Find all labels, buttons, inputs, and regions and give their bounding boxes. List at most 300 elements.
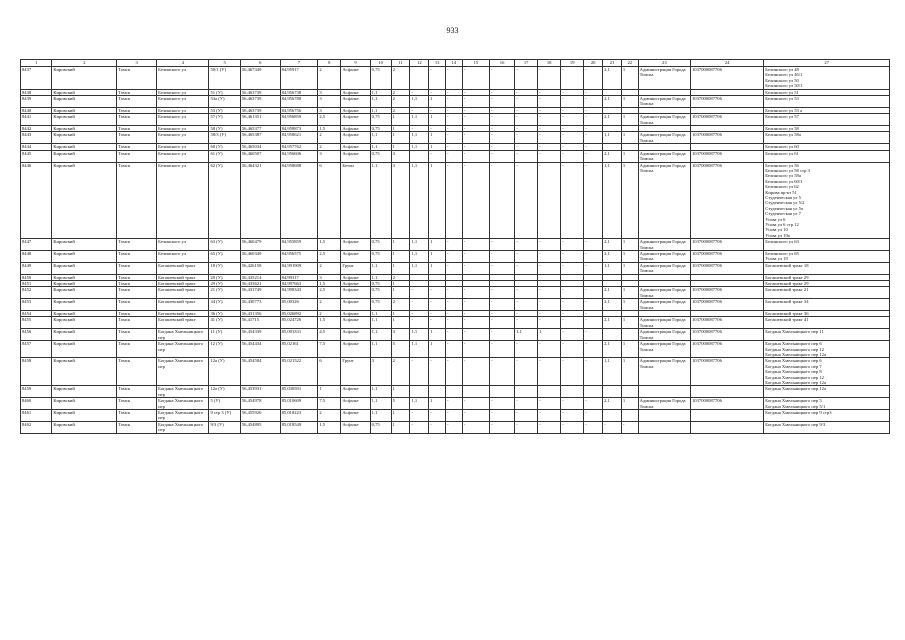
table-cell: 2 bbox=[318, 299, 341, 311]
table-cell: - bbox=[584, 107, 603, 113]
table-cell: 1,1 bbox=[603, 262, 622, 274]
table-cell: 1,5 bbox=[318, 281, 341, 287]
table-cell: Асфальт bbox=[341, 107, 370, 113]
table-cell: - bbox=[561, 144, 584, 150]
table-cell: - bbox=[446, 262, 463, 274]
table-cell: 8446 bbox=[21, 162, 52, 239]
table-cell: Асфальт bbox=[341, 311, 370, 317]
table-cell bbox=[691, 386, 764, 398]
table-cell: - bbox=[538, 398, 561, 410]
table-cell: 0,75 bbox=[370, 150, 391, 162]
table-cell: - bbox=[538, 317, 561, 329]
table-row bbox=[21, 421, 890, 433]
table-cell: Томск bbox=[117, 132, 157, 144]
table-cell: 84,956606 bbox=[280, 150, 318, 162]
table-cell: - bbox=[603, 421, 622, 433]
table-cell: - bbox=[515, 311, 538, 317]
table-cell: Томск bbox=[117, 114, 157, 126]
table-cell: 8440 bbox=[21, 107, 52, 113]
table-cell bbox=[561, 386, 584, 398]
table-cell: 41 (У) bbox=[209, 317, 240, 329]
table-cell: 56,454584 bbox=[240, 358, 280, 386]
table-cell: 1,5 bbox=[318, 126, 341, 132]
table-cell: - bbox=[462, 299, 489, 311]
table-cell: Администрация Города Томска bbox=[638, 67, 690, 90]
table-cell: 1 bbox=[621, 317, 638, 329]
table-cell: 1 bbox=[621, 341, 638, 358]
table-cell: Белинского ул 51 bbox=[764, 89, 890, 95]
table-cell: Кировский bbox=[52, 281, 117, 287]
table-cell: - bbox=[446, 150, 463, 162]
table-cell bbox=[638, 409, 690, 421]
table-cell: 1 bbox=[391, 144, 410, 150]
table-cell: - bbox=[429, 126, 446, 132]
table-cell: - bbox=[584, 287, 603, 299]
table-cell: - bbox=[410, 89, 429, 95]
table-cell: 1,1 bbox=[370, 162, 391, 239]
table-cell: 2 bbox=[318, 409, 341, 421]
table-cell: 56,435214 bbox=[240, 274, 280, 280]
table-cell: Белинского ул 61 bbox=[764, 150, 890, 162]
table-cell: - bbox=[538, 341, 561, 358]
table-cell: 2,5 bbox=[318, 114, 341, 126]
table-cell: 85,026892 bbox=[280, 311, 318, 317]
table-cell bbox=[603, 329, 622, 341]
table-cell: 1 bbox=[391, 126, 410, 132]
table-cell: 1 bbox=[621, 299, 638, 311]
table-cell: 0,75 bbox=[370, 287, 391, 299]
table-cell: Богашевский тракт bbox=[157, 262, 209, 274]
table-cell bbox=[603, 409, 622, 421]
table-cell: - bbox=[584, 262, 603, 274]
table-cell: 8458 bbox=[21, 358, 52, 386]
column-header: 8 bbox=[318, 60, 341, 67]
table-cell: - bbox=[561, 358, 584, 386]
column-header: 21 bbox=[603, 60, 622, 67]
table-cell: 1,1 bbox=[410, 398, 429, 410]
table-cell: Богашевский тракт bbox=[157, 281, 209, 287]
table-cell: - bbox=[429, 299, 446, 311]
table-cell: Грунт bbox=[341, 358, 370, 386]
table-cell: 1 bbox=[621, 239, 638, 251]
table-cell: 1037000087706 bbox=[691, 341, 764, 358]
table-cell: 1 bbox=[391, 287, 410, 299]
table-cell: 56,431749 bbox=[240, 287, 280, 299]
table-cell: 1,1 bbox=[410, 132, 429, 144]
table-cell: - bbox=[584, 421, 603, 433]
table-cell: Богашевский тракт bbox=[157, 317, 209, 329]
table-cell: 1 bbox=[621, 262, 638, 274]
table-cell: Томск bbox=[117, 341, 157, 358]
table-cell: - bbox=[410, 299, 429, 311]
table-cell: 7,5 bbox=[318, 341, 341, 358]
table-cell: Асфальт bbox=[341, 299, 370, 311]
table-cell: 0,75 bbox=[370, 126, 391, 132]
table-cell: 2 bbox=[391, 274, 410, 280]
table-cell: - bbox=[410, 317, 429, 329]
table-cell: 1,5 bbox=[318, 317, 341, 329]
table-cell: - bbox=[538, 239, 561, 251]
table-cell: 1,1 bbox=[410, 114, 429, 126]
column-header: 2 bbox=[52, 60, 117, 67]
table-cell: 56,431356 bbox=[240, 311, 280, 317]
table-cell: 7,5 bbox=[318, 398, 341, 410]
table-cell: 1 bbox=[391, 281, 410, 287]
table-cell: Томск bbox=[117, 96, 157, 108]
table-cell: Кировский bbox=[52, 329, 117, 341]
table-cell: Администрация Города Томска bbox=[638, 251, 690, 263]
table-cell: 3 bbox=[318, 89, 341, 95]
table-cell: Белинского ул bbox=[157, 144, 209, 150]
table-cell: - bbox=[446, 311, 463, 317]
column-header: 13 bbox=[429, 60, 446, 67]
table-cell: 1,1 bbox=[410, 162, 429, 239]
table-row bbox=[21, 409, 890, 421]
table-cell: 1 bbox=[391, 251, 410, 263]
table-cell: - bbox=[584, 67, 603, 90]
table-cell: - bbox=[584, 341, 603, 358]
table-cell: - bbox=[515, 126, 538, 132]
table-cell: Богдана Хмельницкого пер 11 bbox=[764, 329, 890, 341]
table-cell: - bbox=[538, 287, 561, 299]
table-cell: - bbox=[429, 107, 446, 113]
table-cell: - bbox=[410, 358, 429, 386]
table-row bbox=[21, 287, 890, 299]
table-cell: Богдана Хмельницкого пер bbox=[157, 329, 209, 341]
table-cell: 53а (У) bbox=[209, 96, 240, 108]
table-cell: - bbox=[561, 150, 584, 162]
table-cell: 1 bbox=[621, 67, 638, 90]
table-cell: - bbox=[584, 398, 603, 410]
table-cell: Томск bbox=[117, 89, 157, 95]
table-row bbox=[21, 132, 890, 144]
table-cell: - bbox=[538, 409, 561, 421]
table-cell: - bbox=[538, 114, 561, 126]
table-cell: Асфальт bbox=[341, 386, 370, 398]
table-cell: Асфальт bbox=[341, 144, 370, 150]
table-cell: - bbox=[538, 150, 561, 162]
table-cell: 2 bbox=[391, 89, 410, 95]
table-cell: - bbox=[515, 89, 538, 95]
table-cell: 1,5 bbox=[318, 239, 341, 251]
table-cell: Богдана Хмельницкого пер 9 стр3 bbox=[764, 409, 890, 421]
table-cell: Кировский bbox=[52, 150, 117, 162]
column-header: 18 bbox=[538, 60, 561, 67]
table-cell: 36 (У) bbox=[209, 311, 240, 317]
table-cell: - bbox=[515, 67, 538, 90]
table-cell: - bbox=[462, 144, 489, 150]
table-cell: - bbox=[490, 162, 515, 239]
table-cell: Кировский bbox=[52, 409, 117, 421]
table-cell: 1 bbox=[621, 132, 638, 144]
table-cell: 1 bbox=[621, 398, 638, 410]
table-cell: - bbox=[462, 311, 489, 317]
table-cell: 2 bbox=[318, 144, 341, 150]
table-cell: - bbox=[446, 341, 463, 358]
table-cell: 51 (У) bbox=[209, 89, 240, 95]
table-row bbox=[21, 358, 890, 386]
table-cell bbox=[490, 386, 515, 398]
table-cell: 1,1 bbox=[603, 358, 622, 386]
table-cell: 1 bbox=[391, 409, 410, 421]
table-cell: Кировский bbox=[52, 67, 117, 90]
table-cell: - bbox=[490, 150, 515, 162]
table-cell: Асфальт bbox=[341, 239, 370, 251]
table-cell: 56,430773 bbox=[240, 299, 280, 311]
table-cell: 8448 bbox=[21, 251, 52, 263]
table-cell: - bbox=[561, 107, 584, 113]
table-cell: - bbox=[429, 67, 446, 90]
table-cell: - bbox=[621, 421, 638, 433]
table-cell: 1037000087706 bbox=[691, 150, 764, 162]
table-cell: - bbox=[538, 144, 561, 150]
table-cell: Богашевский тракт bbox=[157, 274, 209, 280]
table-cell: - bbox=[446, 398, 463, 410]
table-cell: 1 bbox=[621, 287, 638, 299]
table-cell: 56,463739 bbox=[240, 96, 280, 108]
table-cell: Белинского ул bbox=[157, 150, 209, 162]
table-cell: 1 bbox=[621, 358, 638, 386]
table-cell: Кировский bbox=[52, 107, 117, 113]
table-cell: - bbox=[515, 96, 538, 108]
table-cell: - bbox=[515, 317, 538, 329]
table-cell: - bbox=[515, 144, 538, 150]
table-row bbox=[21, 251, 890, 263]
table-cell: - bbox=[462, 114, 489, 126]
table-cell: - bbox=[538, 107, 561, 113]
column-header: 9 bbox=[341, 60, 370, 67]
table-cell: 1,1 bbox=[410, 251, 429, 263]
table-cell: - bbox=[515, 398, 538, 410]
table-cell: 85,010609 bbox=[280, 398, 318, 410]
header-row bbox=[21, 60, 890, 67]
table-cell: Томск bbox=[117, 262, 157, 274]
table-cell: 56,460479 bbox=[240, 239, 280, 251]
table-cell: 0,75 bbox=[370, 67, 391, 90]
table-cell: 12а (У) bbox=[209, 358, 240, 386]
table-cell: - bbox=[490, 96, 515, 108]
table-cell: 1 bbox=[429, 341, 446, 358]
table-cell: 58 (У) bbox=[209, 126, 240, 132]
table-cell: Асфальт bbox=[341, 317, 370, 329]
table-cell bbox=[621, 409, 638, 421]
column-header: 10 bbox=[370, 60, 391, 67]
table-cell: 9 стр 3 (У) bbox=[209, 409, 240, 421]
table-cell: 1 bbox=[429, 132, 446, 144]
table-cell: 1,5 bbox=[318, 421, 341, 433]
table-cell: 63 (У) bbox=[209, 239, 240, 251]
table-cell: 85,003331 bbox=[280, 329, 318, 341]
table-cell: - bbox=[561, 162, 584, 239]
table-cell: 60 (У) bbox=[209, 144, 240, 150]
table-cell: - bbox=[462, 287, 489, 299]
table-cell: Белинского ул bbox=[157, 107, 209, 113]
table-cell: - bbox=[584, 329, 603, 341]
table-cell: - bbox=[462, 107, 489, 113]
table-cell: 1,1 bbox=[370, 96, 391, 108]
table-cell: - bbox=[429, 317, 446, 329]
table-cell: Белинского ул bbox=[157, 162, 209, 239]
table-cell bbox=[410, 67, 429, 90]
table-cell: 56,465034 bbox=[240, 144, 280, 150]
table-cell: Богашевский тракт bbox=[157, 299, 209, 311]
column-header: 20 bbox=[584, 60, 603, 67]
table-cell: 8459 bbox=[21, 386, 52, 398]
table-cell: Кировский bbox=[52, 251, 117, 263]
table-cell bbox=[410, 150, 429, 162]
table-cell: 2,1 bbox=[603, 287, 622, 299]
table-cell: - bbox=[561, 341, 584, 358]
table-cell: Томск bbox=[117, 281, 157, 287]
table-cell: - bbox=[584, 317, 603, 329]
table-cell: - bbox=[446, 317, 463, 329]
table-cell: 85,030591 bbox=[280, 386, 318, 398]
table-cell: 5 bbox=[391, 398, 410, 410]
table-row bbox=[21, 262, 890, 274]
table-cell: Администрация Города Томска bbox=[638, 262, 690, 274]
column-header: 12 bbox=[410, 60, 429, 67]
table-cell: 84,991909 bbox=[280, 262, 318, 274]
table-cell: - bbox=[462, 341, 489, 358]
table-cell: 3 bbox=[318, 96, 341, 108]
table-cell: 56,453931 bbox=[240, 386, 280, 398]
table-cell: 62 (У) bbox=[209, 162, 240, 239]
table-row bbox=[21, 329, 890, 341]
table-cell: - bbox=[490, 317, 515, 329]
table-row bbox=[21, 317, 890, 329]
table-cell: - bbox=[561, 114, 584, 126]
table-cell: Богдана Хмельницкого пер bbox=[157, 398, 209, 410]
column-header: 4 bbox=[157, 60, 209, 67]
table-cell: - bbox=[584, 239, 603, 251]
table-cell: 2,5 bbox=[318, 251, 341, 263]
table-cell: - bbox=[490, 239, 515, 251]
table-cell: - bbox=[515, 409, 538, 421]
table-cell: - bbox=[490, 107, 515, 113]
table-cell: 8460 bbox=[21, 398, 52, 410]
table-cell: 1037000087706 bbox=[691, 358, 764, 386]
table-cell: Томск bbox=[117, 358, 157, 386]
table-cell: - bbox=[446, 126, 463, 132]
table-cell: - bbox=[446, 114, 463, 126]
table-cell: 1,1 bbox=[370, 398, 391, 410]
table-cell: 8453 bbox=[21, 299, 52, 311]
table-cell: - bbox=[462, 126, 489, 132]
table-cell: - bbox=[490, 262, 515, 274]
table-cell: - bbox=[515, 358, 538, 386]
table-cell: 5 (У) bbox=[209, 398, 240, 410]
table-cell: 84,956756 bbox=[280, 107, 318, 113]
table-cell: 1 bbox=[391, 239, 410, 251]
table-cell: 56,464321 bbox=[240, 162, 280, 239]
table-cell: Белинского ул 63 bbox=[764, 239, 890, 251]
table-cell bbox=[515, 386, 538, 398]
table-cell: Белинского ул 60 bbox=[764, 144, 890, 150]
table-cell: Белинского ул 58а bbox=[764, 132, 890, 144]
table-cell: - bbox=[538, 89, 561, 95]
table-cell: 2,1 bbox=[603, 239, 622, 251]
table-cell: 8450 bbox=[21, 274, 52, 280]
table-cell: - bbox=[462, 150, 489, 162]
table-cell: - bbox=[561, 287, 584, 299]
table-cell: Белинского ул 58 bbox=[764, 126, 890, 132]
table-cell: Кировский bbox=[52, 341, 117, 358]
table-cell: Богдана Хмельницкого пер 9/3 bbox=[764, 421, 890, 433]
table-cell: 12 (У) bbox=[209, 341, 240, 358]
table-cell: 85,00326 bbox=[280, 299, 318, 311]
table-cell: - bbox=[584, 144, 603, 150]
table-cell: 8456 bbox=[21, 329, 52, 341]
table-cell: 2,1 bbox=[603, 150, 622, 162]
table-cell: - bbox=[584, 114, 603, 126]
table-cell: Белинского ул bbox=[157, 251, 209, 263]
table-cell: Богдана Хмельницкого пер bbox=[157, 341, 209, 358]
table-cell: - bbox=[446, 329, 463, 341]
table-cell: Администрация Города Томска bbox=[638, 341, 690, 358]
table-cell: - bbox=[538, 262, 561, 274]
table-cell: 84,956788 bbox=[280, 96, 318, 108]
table-cell: 1,1 bbox=[410, 96, 429, 108]
column-header: 5 bbox=[209, 60, 240, 67]
table-row bbox=[21, 114, 890, 126]
table-cell: Асфальт bbox=[341, 251, 370, 263]
table-cell: - bbox=[515, 150, 538, 162]
table-cell: 2,1 bbox=[603, 341, 622, 358]
table-cell: - bbox=[446, 132, 463, 144]
column-header: 7 bbox=[280, 60, 318, 67]
table-cell: 8451 bbox=[21, 281, 52, 287]
table-cell: Богдана Хмельницкого пер 12а bbox=[764, 386, 890, 398]
table-cell: Кировский bbox=[52, 299, 117, 311]
table-cell: Кировский bbox=[52, 287, 117, 299]
table-cell: 84,958621 bbox=[280, 132, 318, 144]
table-cell: 1 bbox=[429, 96, 446, 108]
table-cell: 1 bbox=[318, 386, 341, 398]
table-cell: Томск bbox=[117, 299, 157, 311]
table-cell: - bbox=[446, 409, 463, 421]
table-cell: Кировский bbox=[52, 132, 117, 144]
table-cell: 56,454434 bbox=[240, 341, 280, 358]
table-cell: 2 bbox=[391, 358, 410, 386]
table-cell: Администрация Города Томска bbox=[638, 329, 690, 341]
table-cell: - bbox=[410, 409, 429, 421]
table-cell: 1,1 bbox=[410, 341, 429, 358]
table-cell: - bbox=[584, 162, 603, 239]
table-cell: - bbox=[490, 114, 515, 126]
table-cell: 2,5 bbox=[318, 287, 341, 299]
table-cell: 1 bbox=[621, 162, 638, 239]
table-cell: 4,5 bbox=[318, 329, 341, 341]
table-cell: - bbox=[490, 358, 515, 386]
table-cell: 1,1 bbox=[410, 144, 429, 150]
table-cell: 1,1 bbox=[370, 132, 391, 144]
table-cell: 11 (У) bbox=[209, 329, 240, 341]
table-cell: 56,465377 bbox=[240, 126, 280, 132]
table-cell bbox=[584, 386, 603, 398]
table-row bbox=[21, 341, 890, 358]
table-cell: - bbox=[561, 96, 584, 108]
table-cell: 1 bbox=[429, 114, 446, 126]
table-cell: - bbox=[446, 299, 463, 311]
table-cell: Кировский bbox=[52, 144, 117, 150]
table-cell: Белинского ул 53 а bbox=[764, 107, 890, 113]
table-cell: 84,957762 bbox=[280, 144, 318, 150]
table-cell: Томск bbox=[117, 144, 157, 150]
table-cell: Асфальт bbox=[341, 114, 370, 126]
table-cell: - bbox=[584, 299, 603, 311]
table-cell: - bbox=[561, 262, 584, 274]
table-cell: - bbox=[515, 341, 538, 358]
